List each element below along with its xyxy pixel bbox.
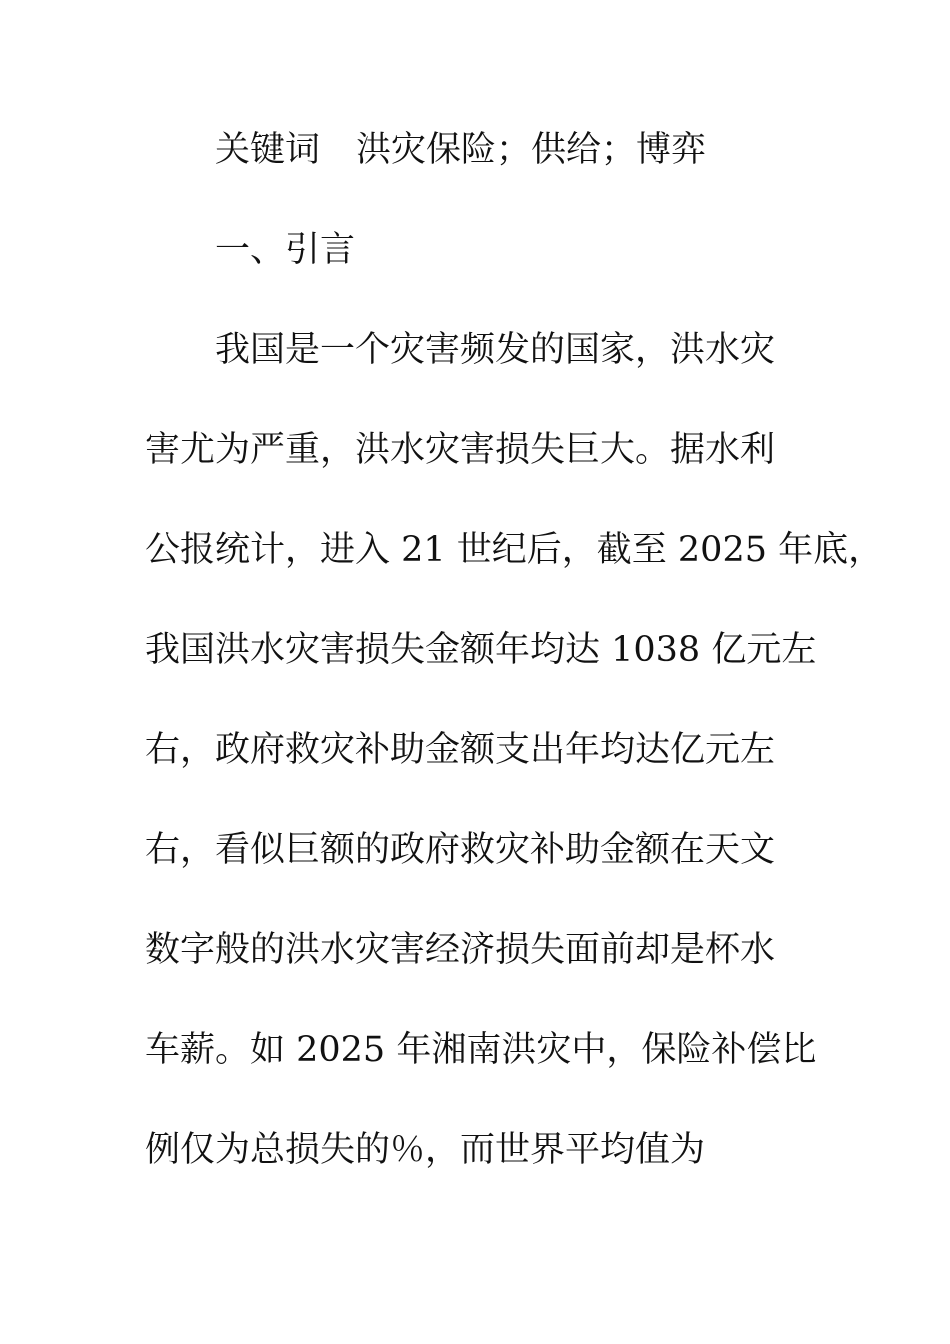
- keywords-label: 关键词: [215, 130, 321, 170]
- paragraph-line: 例仅为总损失的％，而世界平均值为: [145, 1130, 706, 1170]
- paragraph-line: 数字般的洪水灾害经济损失面前却是杯水: [145, 930, 776, 970]
- keywords-line: [215, 128, 706, 172]
- paragraph-line: 我国洪水灾害损失金额年均达 1038 亿元左: [145, 630, 817, 670]
- paragraph-line: 右，政府救灾补助金额支出年均达亿元左: [145, 730, 776, 770]
- section-heading: 一、引言: [215, 230, 356, 270]
- paragraph-line: 车薪。如 2025 年湘南洪灾中，保险补偿比: [145, 1030, 817, 1070]
- paragraph-line: 我国是一个灾害频发的国家，洪水灾: [215, 330, 776, 370]
- paragraph-line: 右，看似巨额的政府救灾补助金额在天文: [145, 830, 776, 870]
- keywords-value: 洪灾保险；供给；博弈: [356, 130, 707, 170]
- paragraph-line: 公报统计，进入 21 世纪后，截至 2025 年底，: [145, 530, 884, 570]
- paragraph-line: 害尤为严重，洪水灾害损失巨大。据水利: [145, 430, 776, 470]
